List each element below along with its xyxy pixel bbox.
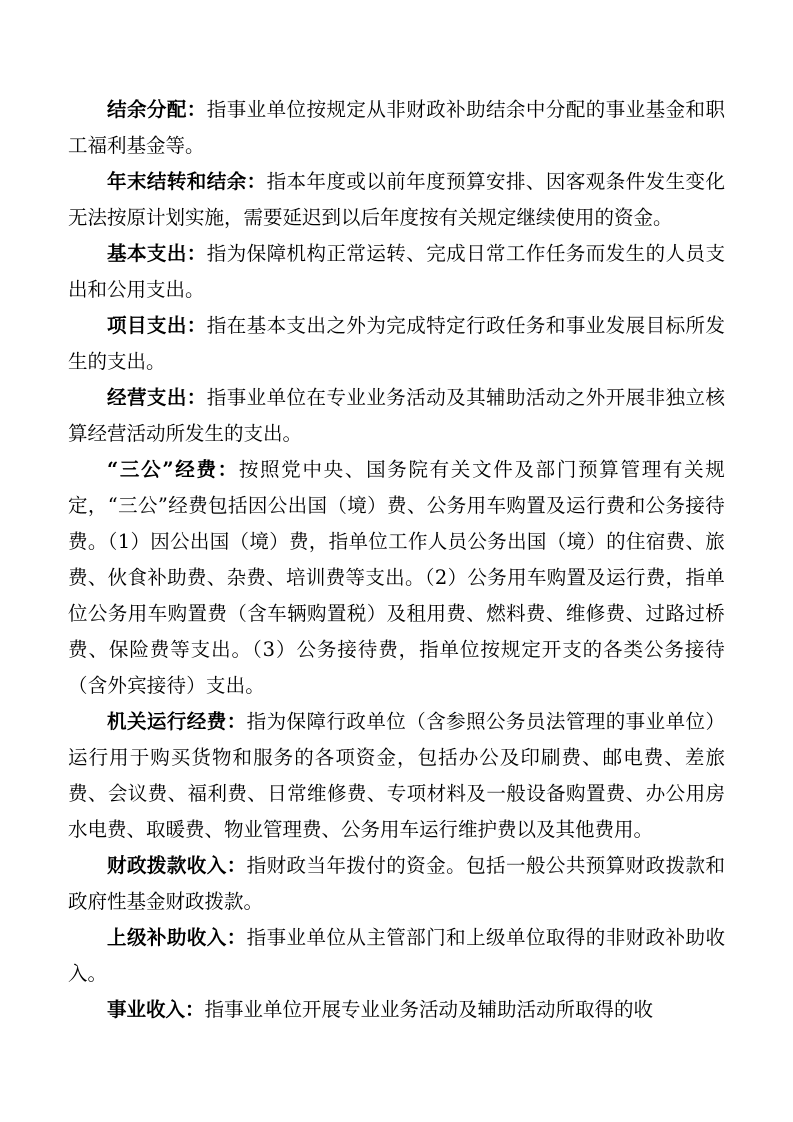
term-label: 经营支出： [107,386,207,409]
paragraph-jiben-zhichu [68,236,725,308]
term-label: 事业收入： [107,998,205,1021]
term-label: 基本支出： [107,242,207,265]
document-body [68,92,725,1028]
term-label: 上级补助收入： [107,926,247,949]
paragraph-caizheng-bokuan-shouru [68,848,725,920]
term-definition: 指事业单位从主管部门和上级单位取得的非财政补助收入。 [68,926,725,985]
paragraph-shangji-buzhu-shouru [68,920,725,992]
term-definition: 指财政当年拨付的资金。包括一般公共预算财政拨款和政府性基金财政拨款。 [68,854,725,913]
term-label: 财政拨款收入： [107,854,247,877]
term-definition: 指事业单位开展专业业务活动及辅助活动所取得的收 [204,998,654,1021]
term-definition: 指在基本支出之外为完成特定行政任务和事业发展目标所发生的支出。 [68,314,725,373]
paragraph-jingying-zhichu [68,380,725,452]
term-label: “三公”经费： [107,458,239,481]
term-label: 年末结转和结余： [107,170,267,193]
paragraph-xiangmu-zhichu [68,308,725,380]
paragraph-sangong-jingfei [68,452,725,704]
term-definition: 指为保障行政单位（含参照公务员法管理的事业单位）运行用于购买货物和服务的各项资金，包括办公及印刷费、邮电费、差旅费、会议费、福利费、日常维修费、专项材料及一般设备购置费、办公用房水电费、取暖费、物业管理费、公务用车运行维护费以及其他费用。 [68,710,725,841]
paragraph-jiguan-yunxing-jingfei [68,704,725,848]
term-definition: 指为保障机构正常运转、完成日常工作任务而发生的人员支出和公用支出。 [68,242,725,301]
paragraph-nianmo-jiezhuan [68,164,725,236]
term-definition: 指本年度或以前年度预算安排、因客观条件发生变化无法按原计划实施，需要延迟到以后年度按有关规定继续使用的资金。 [68,170,725,229]
term-label: 机关运行经费： [107,710,247,733]
term-definition: 指事业单位在专业业务活动及其辅助活动之外开展非独立核算经营活动所发生的支出。 [68,386,725,445]
term-label: 项目支出： [107,314,207,337]
paragraph-shiye-shouru [68,992,725,1028]
term-definition: 按照党中央、国务院有关文件及部门预算管理有关规定，“三公”经费包括因公出国（境）费、公务用车购置及运行费和公务接待费。（1）因公出国（境）费，指单位工作人员公务出国（境）的住宿费、旅费、伙食补助费、杂费、培训费等支出。（2）公务用车购置及运行费，指单位公务用车购置费（含车辆购置税）及租用费、燃料费、维修费、过路过桥费、保险费等支出。（3）公务接待费，指单位按规定开支的各类公务接待（含外宾接待）支出。 [68,458,725,697]
paragraph-jieyu-fenpei [68,92,725,164]
term-label: 结余分配： [107,98,207,121]
term-definition: 指事业单位按规定从非财政补助结余中分配的事业基金和职工福利基金等。 [68,98,725,157]
